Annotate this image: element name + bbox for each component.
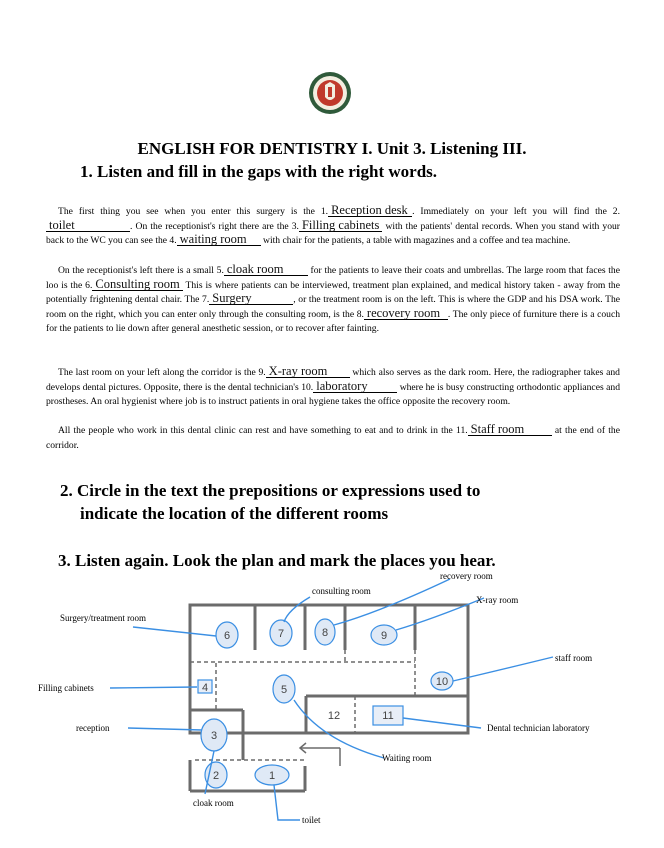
room-7-number: 7 [277, 628, 285, 640]
answer-1[interactable]: Reception desk [328, 205, 412, 217]
answer-8[interactable]: recovery room [364, 308, 448, 320]
label-filling-cabinets: Filling cabinets [38, 683, 94, 693]
page-title: ENGLISH FOR DENTISTRY I. Unit 3. Listening III. [137, 139, 527, 158]
label-staff-room: staff room [555, 653, 593, 663]
room-2-number: 2 [212, 770, 220, 782]
room-10-number: 10 [435, 676, 449, 688]
answer-2[interactable]: toilet [46, 220, 130, 232]
label-waiting-room: Waiting room [382, 753, 432, 763]
question-1: 1. Listen and fill in the gaps with the right words. [80, 162, 438, 181]
question-2: 2. Circle in the text the prepositions or expressions used to [60, 481, 481, 500]
answer-3[interactable]: Filling cabinets [299, 220, 382, 232]
room-5-number: 5 [280, 684, 288, 696]
question-2-continued: indicate the location of the different rooms [80, 504, 389, 523]
room-9-number: 9 [380, 630, 388, 642]
label-reception: reception [76, 723, 110, 733]
text-paragraph-1: The first thing you see when you enter this surgery is the 1. Reception desk . Immediately on your left you will find the 2.toilet . On the receptionist's right there are the 3. Filling cabinets with the patients' dental records. When you stand with your back to the WC you can see the 4. waiting room with chair for the patients, a table with magazines and a coffee and tea machine. [46, 203, 620, 247]
text-paragraph-3: The last room on your left along the corridor is the 9. X-ray room which also serves as the dark room. Here, the radiographer takes and develops dental pictures. Opposite, there is the dental technician's 10. laboratory where he is busy constructing orthodontic appliances and prostheses. An oral hygienist where job is to instruct patients in oral hygiene takes the office opposite the recovery room. [46, 364, 621, 408]
answer-6[interactable]: Consulting room [92, 279, 182, 291]
label-toilet: toilet [302, 815, 321, 825]
floor-plan [0, 570, 664, 840]
label-surgery-room: Surgery/treatment room [60, 613, 147, 623]
answer-11[interactable]: Staff room [468, 424, 552, 436]
answer-5[interactable]: cloak room [224, 264, 308, 276]
room-3-number: 3 [210, 730, 218, 742]
question-3: 3. Listen again. Look the plan and mark the places you hear. [58, 551, 496, 570]
room-4-number: 4 [201, 682, 209, 694]
answer-4[interactable]: waiting room [177, 234, 261, 246]
label-consulting-room: consulting room [312, 586, 371, 596]
room-8-number: 8 [321, 627, 329, 639]
university-seal-icon [308, 71, 352, 115]
room-1-number: 1 [268, 770, 276, 782]
room-11-number: 11 [382, 710, 394, 722]
label-cloak-room: cloak room [193, 798, 234, 808]
text-paragraph-4: All the people who work in this dental clinic can rest and have something to eat and to drink in the 11. Staff room at the end of the corridor. [46, 422, 620, 451]
label-xray-room: X-ray room [476, 595, 519, 605]
label-technician-lab: Dental technician laboratory [487, 723, 590, 733]
room-12-number: 12 [327, 710, 341, 722]
room-6-number: 6 [223, 630, 231, 642]
answer-7[interactable]: Surgery [209, 293, 293, 305]
answer-9[interactable]: X-ray room [266, 366, 350, 378]
label-recovery-room: recovery room [440, 571, 493, 581]
answer-10[interactable]: laboratory [313, 381, 397, 393]
text-paragraph-2: On the receptionist's left there is a small 5. cloak room for the patients to leave their coats and umbrellas. The large room that faces the loo is the 6. Consulting room This is where patients can be interviewed, treatment plan explained, and medical history taken - away from the potentially frightening dental chair. The 7. Surgery , or the treatment room is on the left. This is where the GDP and his DSA work. The room on the right, which you can enter only through the consulting room, is the 8. recovery room . The only piece of furniture there is a couch for the patients to lie down after general anesthetic session, or to recover after fainting. [46, 262, 621, 335]
